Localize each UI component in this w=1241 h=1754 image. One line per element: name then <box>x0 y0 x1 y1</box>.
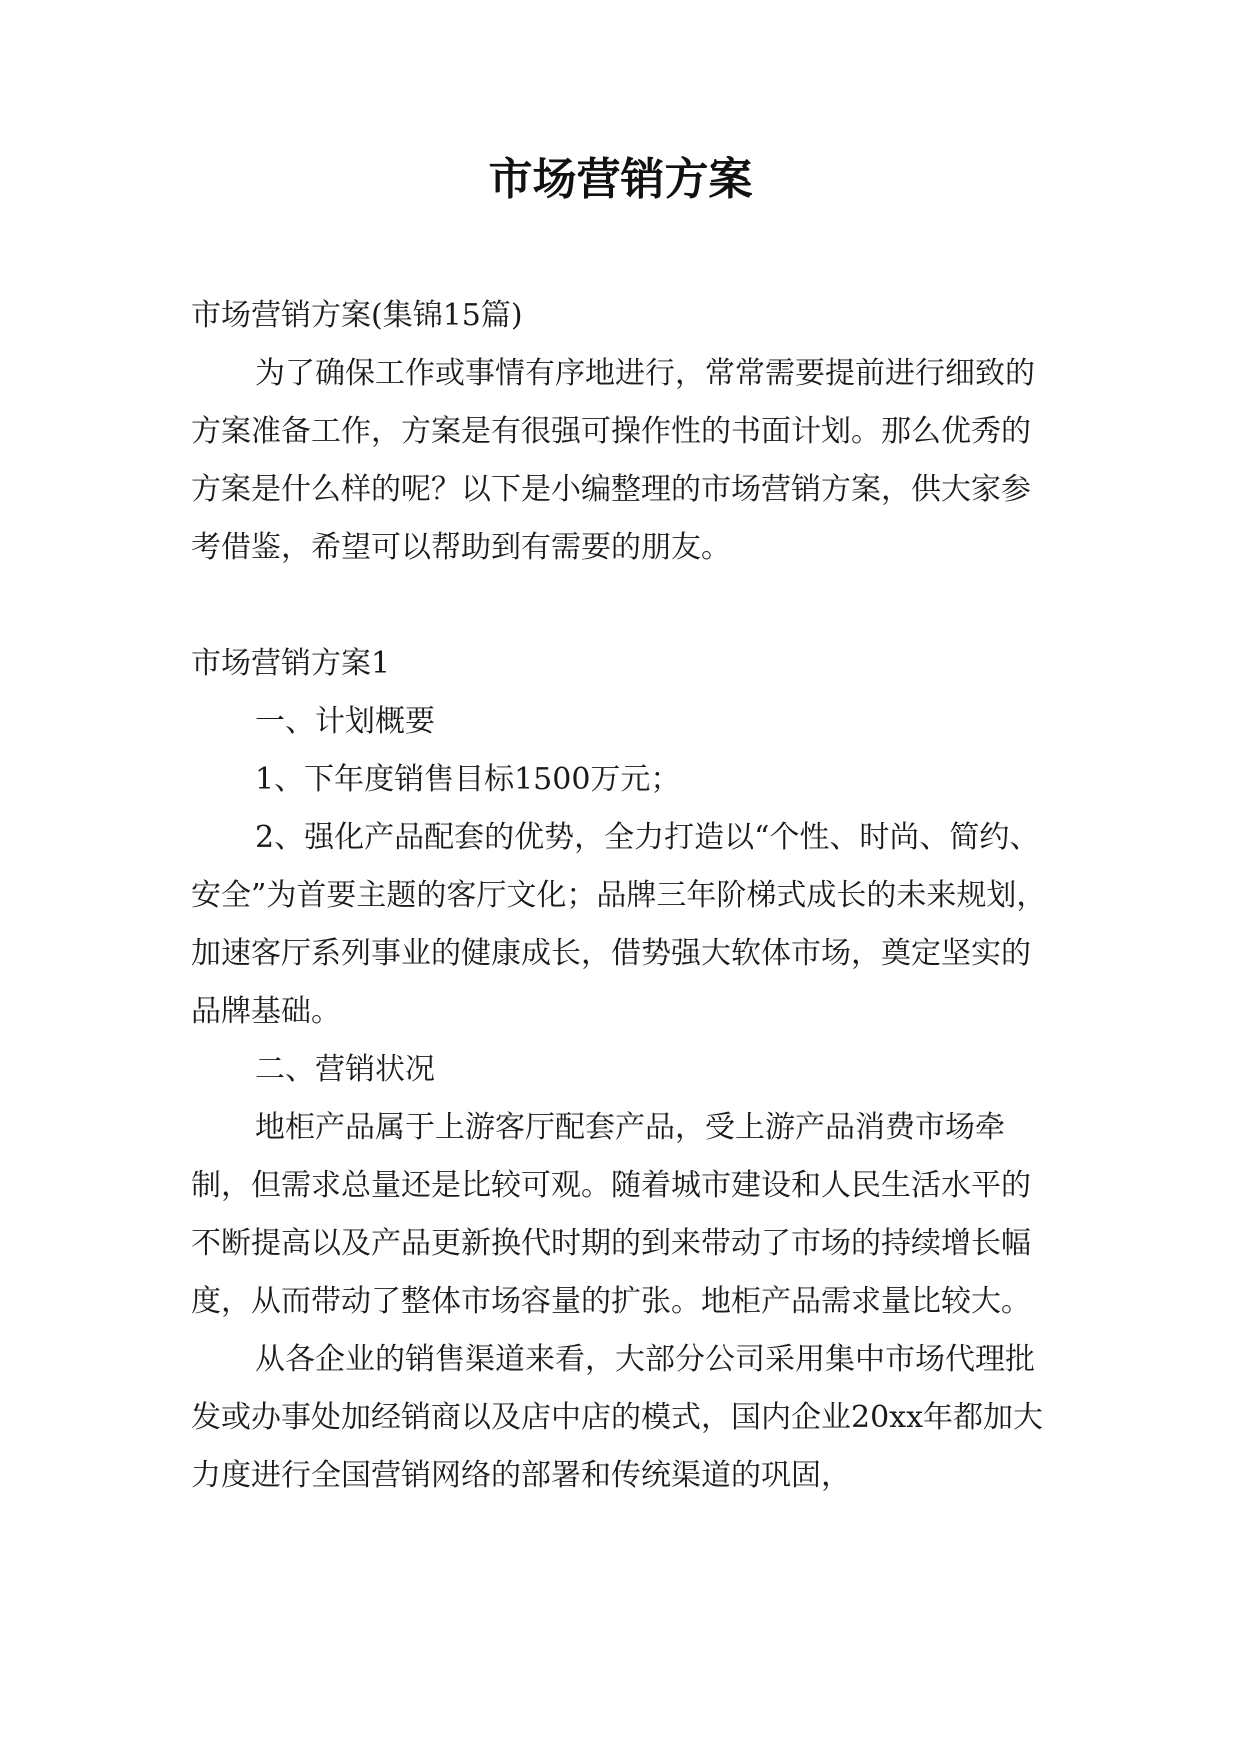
part-heading-plan-summary: 一、计划概要 <box>255 704 435 739</box>
document-subtitle: 市场营销方案(集锦15篇) <box>191 298 523 333</box>
part-heading-marketing-status: 二、营销状况 <box>255 1052 435 1087</box>
document-title: 市场营销方案 <box>488 154 753 205</box>
document-body <box>191 287 1053 1505</box>
list-item-brand-strategy: 2、强化产品配套的优势，全力打造以“个性、时尚、简约、安全”为首要主题的客厅文化；品牌三年阶梯式成长的未来规划，加速客厅系列事业的健康成长，借势强大软体市场，奠定坚实的品牌基础。 <box>191 820 1047 1029</box>
intro-paragraph: 为了确保工作或事情有序地进行，常常需要提前进行细致的方案准备工作，方案是有很强可操作性的书面计划。那么优秀的方案是什么样的呢？以下是小编整理的市场营销方案，供大家参考借鉴，希望可以帮助到有需要的朋友。 <box>191 356 1035 565</box>
list-item-sales-target: 1、下年度销售目标1500万元； <box>255 762 681 797</box>
section-heading: 市场营销方案1 <box>191 646 391 681</box>
paragraph-gap <box>191 577 1053 635</box>
body-paragraph-market: 地柜产品属于上游客厅配套产品，受上游产品消费市场牵制，但需求总量还是比较可观。随着城市建设和人民生活水平的不断提高以及产品更新换代时期的到来带动了市场的持续增长幅度，从而带动了整体市场容量的扩张。地柜产品需求量比较大。 <box>191 1110 1031 1319</box>
body-paragraph-channels: 从各企业的销售渠道来看，大部分公司采用集中市场代理批发或办事处加经销商以及店中店的模式，国内企业20xx年都加大力度进行全国营销网络的部署和传统渠道的巩固， <box>191 1342 1044 1493</box>
